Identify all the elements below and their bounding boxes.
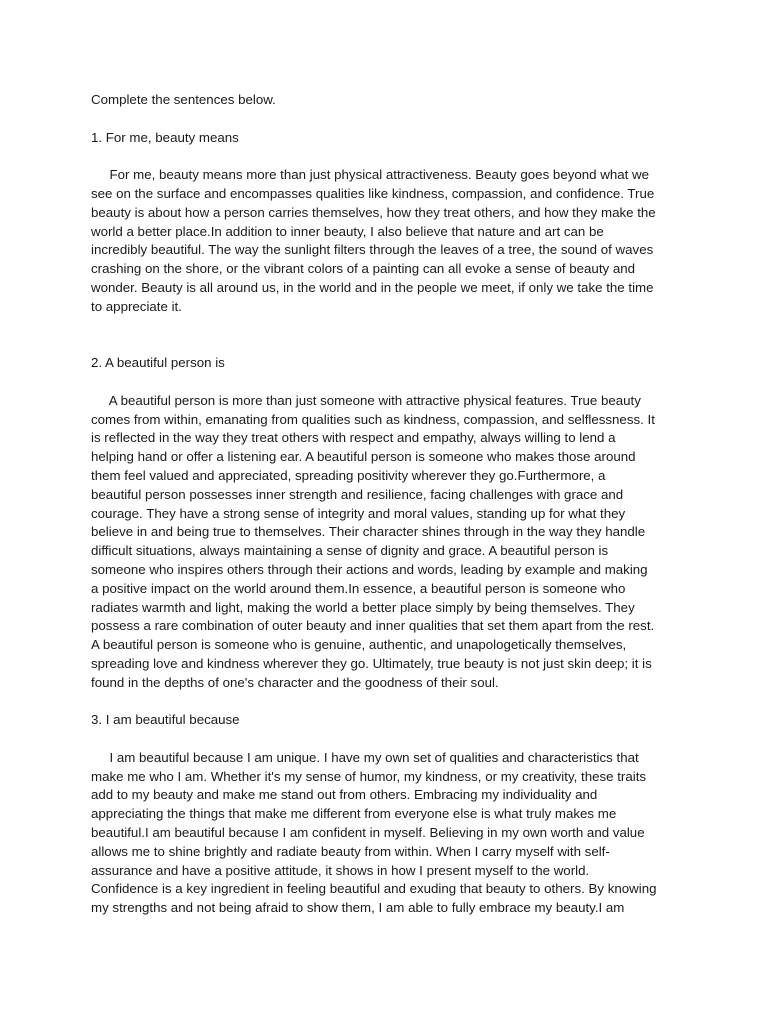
section-3-line: make me who I am. Whether it's my sense of humor, my kindness, or my creativity, these traits [91, 768, 647, 784]
section-2-line: possess a rare combination of outer beauty and inner qualities that set them apart from the rest. [91, 618, 655, 634]
section-3-line: my strengths and not being afraid to show them, I am able to fully embrace my beauty.I am [91, 900, 625, 916]
spacer [91, 110, 681, 129]
section-1-line: see on the surface and encompasses qualities like kindness, compassion, and confidence. True [91, 185, 655, 201]
section-3-body [91, 749, 681, 918]
section-2-line: courage. They have a strong sense of integrity and moral values, standing up for what they [91, 505, 626, 521]
section-3-line: I am beautiful because I am unique. I have my own set of qualities and characteristics that [91, 749, 639, 765]
spacer [91, 317, 681, 336]
section-2-line: comes from within, emanating from qualities such as kindness, compassion, and selflessness. It [91, 411, 655, 427]
section-2-line: difficult situations, always maintaining a sense of dignity and grace. A beautiful person is [91, 543, 609, 559]
document-page [91, 91, 681, 918]
section-1-line: incredibly beautiful. The way the sunlight filters through the leaves of a tree, the sound of waves [91, 242, 654, 258]
section-3-line: appreciating the things that make me different from everyone else is what truly makes me [91, 806, 617, 822]
section-1-line: wonder. Beauty is all around us, in the world and in the people we meet, if only we take the time [91, 279, 654, 295]
section-1-line: For me, beauty means more than just physical attractiveness. Beauty goes beyond what we [91, 167, 650, 183]
spacer [91, 335, 681, 354]
section-1-heading: 1. For me, beauty means [91, 129, 239, 145]
spacer [91, 147, 681, 166]
spacer [91, 373, 681, 392]
section-3-line: beautiful.I am beautiful because I am confident in myself. Believing in my own worth and value [91, 825, 645, 841]
section-2-heading: 2. A beautiful person is [91, 355, 225, 371]
spacer [91, 730, 681, 749]
section-2-line: found in the depths of one's character and the goodness of their soul. [91, 674, 499, 690]
section-2-line: spreading love and kindness wherever they go. Ultimately, true beauty is not just skin deep; it is [91, 655, 652, 671]
section-2-line: them feel valued and appreciated, spreading positivity wherever they go.Furthermore, a [91, 467, 606, 483]
section-3-line: Confidence is a key ingredient in feeling beautiful and exuding that beauty to others. By knowing [91, 881, 657, 897]
section-2-line: is reflected in the way they treat others with respect and empathy, always willing to lend a [91, 430, 616, 446]
section-2-line: a positive impact on the world around them.In essence, a beautiful person is someone who [91, 580, 626, 596]
section-1-line: beauty is about how a person carries themselves, how they treat others, and how they make the [91, 204, 656, 220]
section-1-body [91, 166, 681, 316]
section-2-line: beautiful person possesses inner strength and resilience, facing challenges with grace and [91, 486, 624, 502]
section-3-heading: 3. I am beautiful because [91, 712, 240, 728]
section-2-line: helping hand or offer a listening ear. A beautiful person is someone who makes those around [91, 449, 636, 465]
section-3-line: allows me to shine brightly and radiate beauty from within. When I carry myself with self- [91, 843, 610, 859]
section-2-line: A beautiful person is someone who is genuine, authentic, and unapologetically themselves, [91, 637, 627, 653]
instruction: Complete the sentences below. [91, 92, 276, 107]
section-3-line: assurance and have a positive attitude, it shows in how I present myself to the world. [91, 862, 590, 878]
section-2-body [91, 392, 681, 693]
section-1-line: to appreciate it. [91, 298, 182, 314]
section-2-line: radiates warmth and light, making the world a better place simply by being themselves. They [91, 599, 635, 615]
section-1-line: world a better place.In addition to inner beauty, I also believe that nature and art can be [91, 223, 604, 239]
section-2-line: someone who inspires others through their actions and words, leading by example and making [91, 561, 648, 577]
spacer [91, 693, 681, 712]
section-3-line: add to my beauty and make me stand out from others. Embracing my individuality and [91, 787, 598, 803]
section-1-line: crashing on the shore, or the vibrant colors of a painting can all evoke a sense of beauty and [91, 261, 636, 277]
section-2-line: believe in and being true to themselves. Their character shines through in the way they handle [91, 524, 646, 540]
section-2-line: A beautiful person is more than just someone with attractive physical features. True beauty [91, 392, 641, 408]
